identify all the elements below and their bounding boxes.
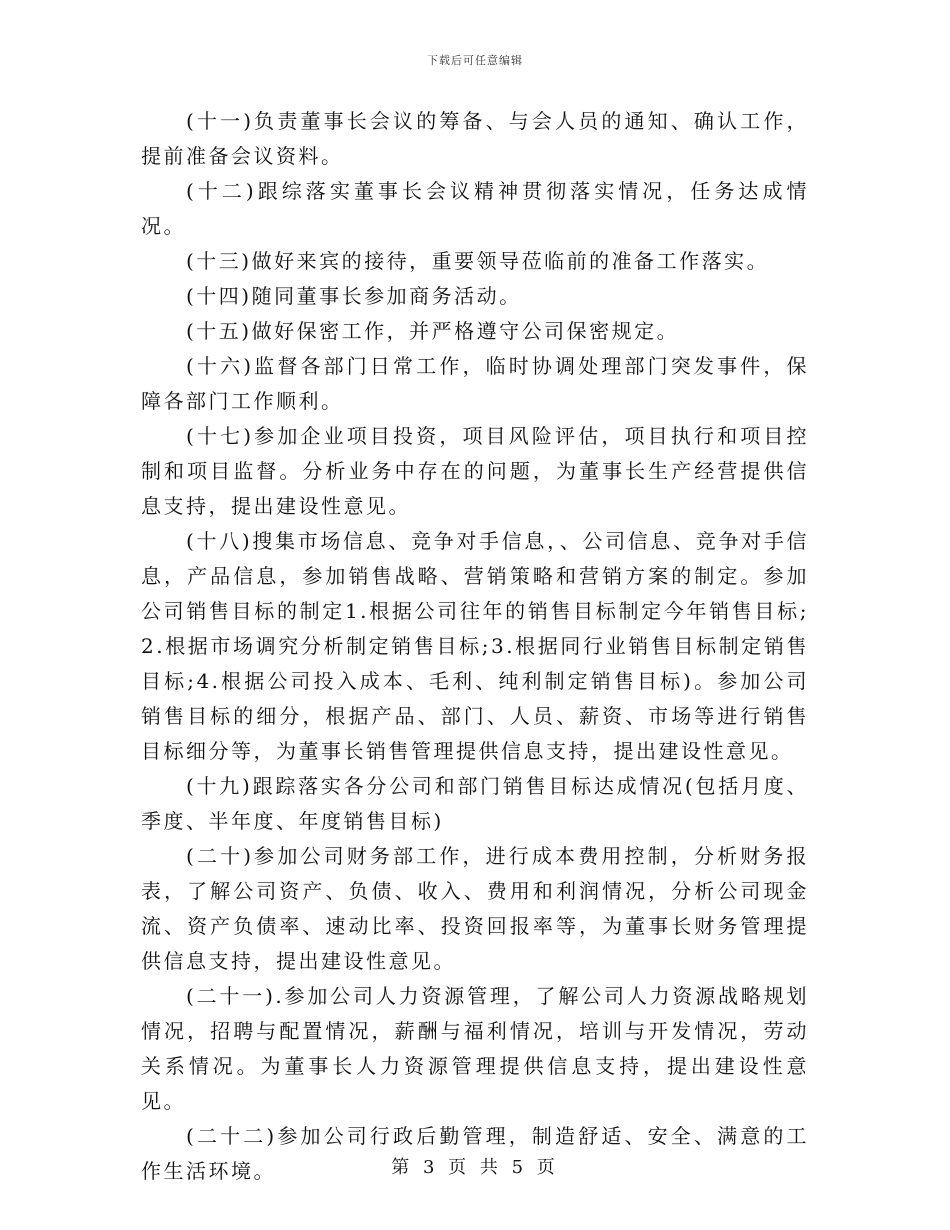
paragraph-14: (十四)随同董事长参加商务活动。: [186, 284, 522, 308]
paragraph-11: (十一)负责董事长会议的筹备、与会人员的通知、确认工作，提前准备会议资料。: [141, 109, 809, 168]
paragraph-22: (二十二)参加公司行政后勤管理，制造舒适、安全、满意的工作生活环境。: [141, 1124, 809, 1183]
paragraph-17: (十七)参加企业项目投资，项目风险评估，项目执行和项目控制和项目监督。分析业务中存在的问题，为董事长生产经营提供信息支持，提出建设性意见。: [141, 424, 809, 518]
page-header-note: 下载后可任意编辑: [427, 54, 523, 67]
paragraph-18: (十八)搜集市场信息、竞争对手信息，、公司信息、竞争对手信息，产品信息，参加销售战略、营销策略和营销方案的制定。参加公司销售目标的制定1.根据公司往年的销售目标制定今年销售目标;2.根据市场调究分析制定销售目标;3.根据同行业销售目标制定销售目标;4.根据公司投入成本、毛利、纯利制定销售目标)。参加公司销售目标的细分，根据产品、部门、人员、薪资、市场等进行销售目标细分等，为董事长销售管理提供信息支持，提出建设性意见。: [141, 529, 809, 763]
paragraph-16: (十六)监督各部门日常工作，临时协调处理部门突发事件，保障各部门工作顺利。: [141, 354, 809, 413]
document-body: [141, 104, 809, 1189]
paragraph-15: (十五)做好保密工作，并严格遵守公司保密规定。: [186, 319, 680, 343]
paragraph-19: (十九)跟踪落实各分公司和部门销售目标达成情况(包括月度、季度、半年度、年度销售目标): [141, 774, 809, 833]
paragraph-12: (十二)跟综落实董事长会议精神贯彻落实情况，任务达成情况。: [141, 179, 809, 238]
paragraph-20: (二十)参加公司财务部工作，进行成本费用控制，分析财务报表，了解公司资产、负债、收入、费用和利润情况，分析公司现金流、资产负债率、速动比率、投资回报率等，为董事长财务管理提供信息支持，提出建设性意见。: [141, 844, 809, 973]
paragraph-21: (二十一).参加公司人力资源管理，了解公司人力资源战略规划情况，招聘与配置情况，薪酬与福利情况，培训与开发情况，劳动关系情况。为董事长人力资源管理提供信息支持，提出建设性意见。: [141, 984, 809, 1113]
paragraph-13: (十三)做好来宾的接待，重要领导莅临前的准备工作落实。: [186, 249, 770, 273]
page-number: 第 3 页 共 5 页: [391, 1157, 559, 1178]
